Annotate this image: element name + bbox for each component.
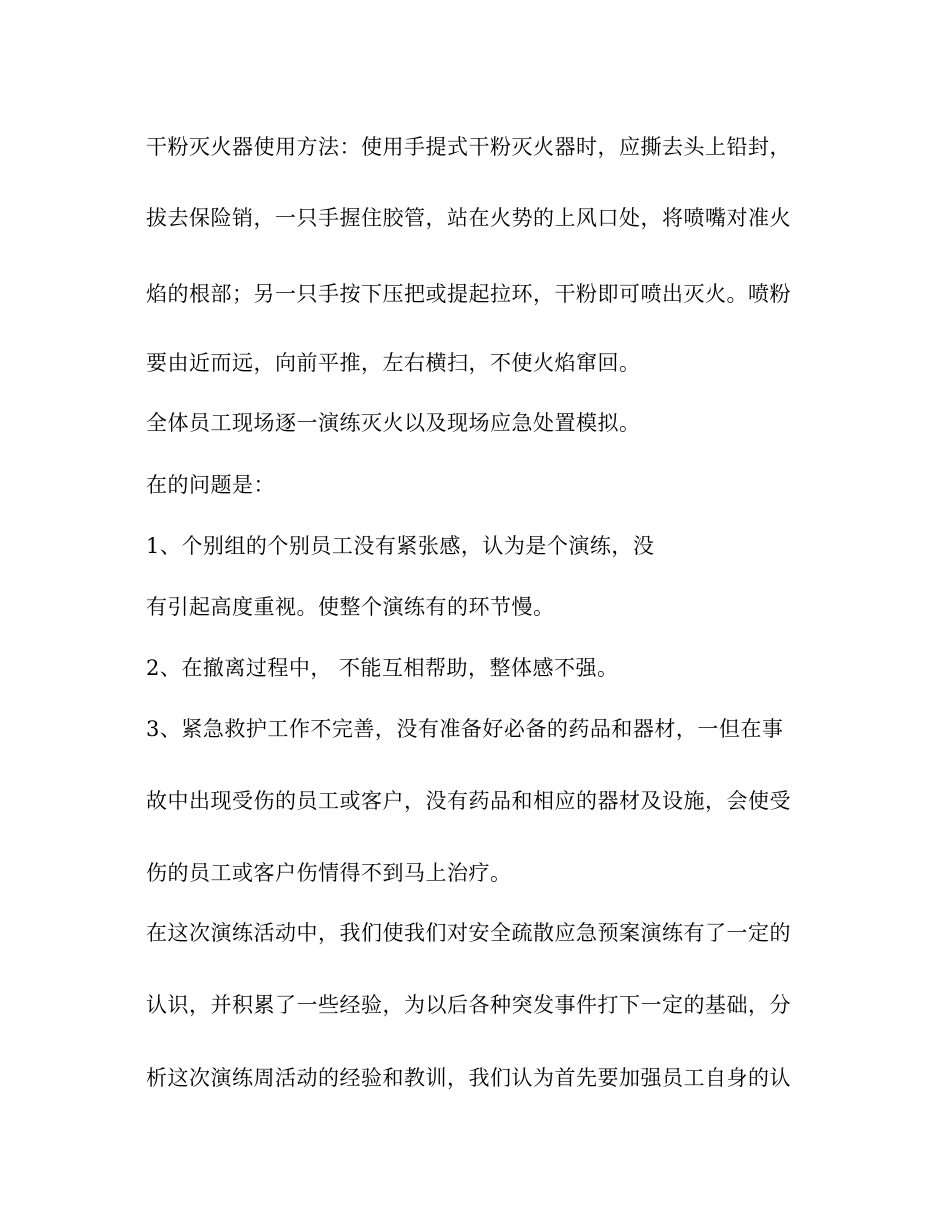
text-line: 析这次演练周活动的经验和教训，我们认为首先要加强员工自身的认: [146, 1066, 791, 1090]
text-line: 全体员工现场逐一演练灭火以及现场应急处置模拟。: [146, 411, 641, 435]
text-line: 拔去保险销，一只手握住胶管，站在火势的上风口处，将喷嘴对准火: [146, 206, 791, 230]
text-line: 2、在撤离过程中， 不能互相帮助，整体感不强。: [146, 656, 619, 680]
text-line: 在的问题是：: [146, 473, 275, 497]
text-line: 在这次演练活动中，我们使我们对安全疏散应急预案演练有了一定的: [146, 921, 791, 945]
text-line: 故中出现受伤的员工或客户，没有药品和相应的器材及设施，会使受: [146, 789, 791, 813]
text-line: 3、紧急救护工作不完善，没有准备好必备的药品和器材，一但在事: [146, 717, 784, 741]
text-line: 焰的根部；另一只手按下压把或提起拉环，干粉即可喷出灭火。喷粉: [146, 282, 791, 306]
text-line: 伤的员工或客户伤情得不到马上治疗。: [146, 861, 512, 885]
text-line: 认识，并积累了一些经验，为以后各种突发事件打下一定的基础，分: [146, 993, 791, 1017]
text-line: 有引起高度重视。使整个演练有的环节慢。: [146, 595, 555, 619]
text-line: 干粉灭火器使用方法：使用手提式干粉灭火器时，应撕去头上铅封，: [146, 135, 791, 159]
text-line: 要由近而远，向前平推，左右横扫，不使火焰窜回。: [146, 351, 641, 375]
text-line: 1、个别组的个别员工没有紧张感，认为是个演练，没: [146, 534, 655, 558]
